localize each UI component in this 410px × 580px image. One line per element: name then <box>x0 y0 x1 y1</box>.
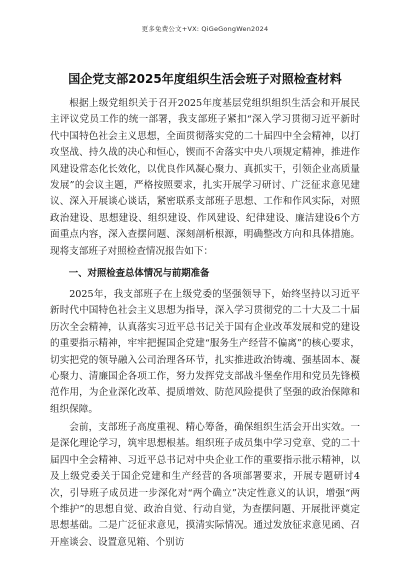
section-paragraph-1: 2025年，我支部班子在上级党委的坚强领导下，始终坚持以习近平新时代中国特色社会主义思想为指导，深入学习贯彻党的二十大及二十届历次全会精神，认真落实习近平总书记关于国有企业改革发展和党的建设的重要指示精神，牢牢把握国企党建“服务生产经营不偏离”的核心要求，切实把党的领导融入公司治理各环节，扎实推进政治铸魂、强基固本、凝心聚力、清廉国企各项工作，努力发挥党支部战斗堡垒作用和党员先锋模范作用，为企业深化改革、提质增效、防范风险提供了坚强的政治保障和组织保障。 <box>50 289 360 415</box>
section-paragraph-2: 会前，支部班子高度重视、精心筹备，确保组织生活会开出实效。一是深化理论学习，筑牢思想根基。组织班子成员集中学习党章、党的二十届四中全会精神、习近平总书记对中央企业工作的重要指示批示精神，以及上级党委关于国企党建和生产经营的各项部署要求，开展专题研讨4次，引导班子成员进一步深化对“两个确立”决定性意义的认识，增强“两个维护”的思想自觉、政治自觉、行动自觉，为查摆问题、开展批评奠定思想基础。二是广泛征求意见，摸清实际情况。通过发放征求意见函、召开座谈会、设置意见箱、个别访 <box>50 422 360 548</box>
intro-paragraph: 根据上级党组织关于召开2025年度基层党组织组织生活会和开展民主评议党员工作的统一部署，我支部班子紧扣“深入学习贯彻习近平新时代中国特色社会主义思想，全面贯彻落实党的二十届四中全会精神，以打攻坚战、持久战的决心和恒心，锲而不舍落实中央八项规定精神，推进作风建设常态化长效化，以优良作风凝心聚力、真抓实干，引领企业高质量发展”的会议主题，严格按照要求，扎实开展学习研讨、广泛征求意见建议、深入开展谈心谈话，紧密联系支部班子思想、工作和作风实际，对照政治建设、思想建设、组织建设、作风建设、纪律建设、廉洁建设6个方面重点内容，深入查摆问题、深刻剖析根源，明确整改方向和具体措施。现将支部班子对照检查情况报告如下： <box>50 98 360 257</box>
section-heading: 一、对照检查总体情况与前期准备 <box>68 268 210 279</box>
document-title: 国企党支部2025年度组织生活会班子对照检查材料 <box>68 72 342 86</box>
header-note: 更多免费公文+VX: QiGeGongWen2024 <box>141 25 269 33</box>
